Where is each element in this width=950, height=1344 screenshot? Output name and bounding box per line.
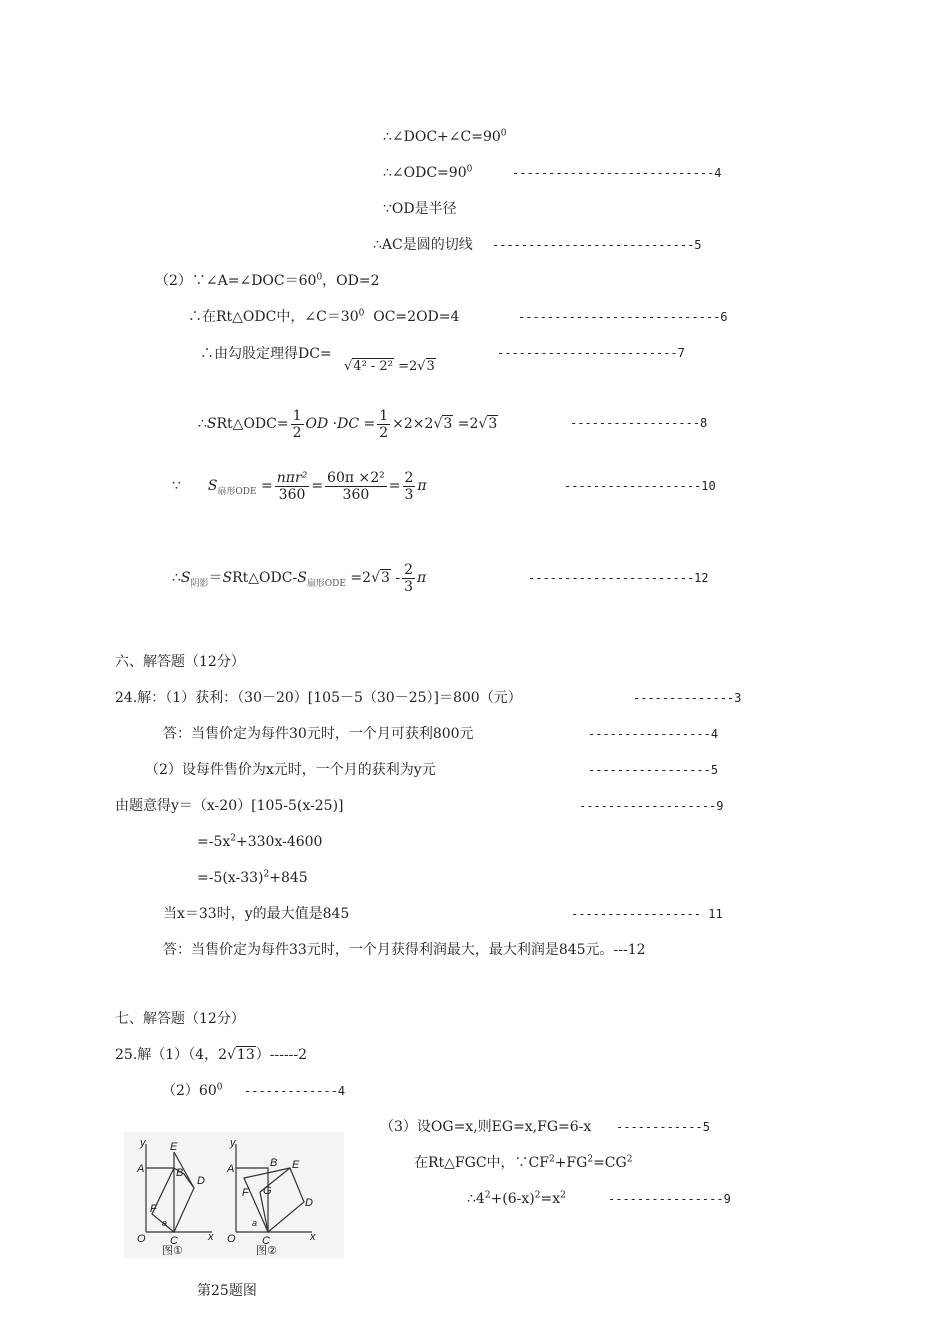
fig1-label-o: O — [137, 1233, 146, 1245]
fig1-caption: 图① — [162, 1244, 183, 1257]
q25-mark-4: -------------4 — [244, 1084, 346, 1098]
q24-line-7: 当x＝33时，y的最大值是845 — [163, 906, 350, 922]
q25-mark-5: ------------5 — [616, 1120, 710, 1134]
q25-line-1: 25.解（1）（4，2√13）------2 — [115, 1047, 308, 1063]
fig2-label-a-angle: a — [252, 1218, 258, 1228]
section-6-heading: 六、解答题（12分） — [115, 654, 245, 670]
q25-line-2: $(2)60^0$ — [162, 1082, 223, 1099]
fig2-label-a: A — [227, 1163, 235, 1175]
proof-line-3: ∵OD是半径 — [383, 201, 457, 217]
fig1-label-x: x — [208, 1231, 214, 1243]
score-mark-10: -------------------10 — [564, 479, 716, 493]
q24-line-2: 答：当售价定为每件30元时，一个月可获利800元 — [163, 726, 474, 742]
fig1-label-c: C — [170, 1235, 178, 1247]
fig1-label-b: B — [176, 1167, 184, 1179]
section-7-heading: 七、解答题（12分） — [115, 1011, 245, 1027]
proof-line-2: $\therefore\angle ODC=90^0$ — [383, 164, 473, 181]
q24-mark-4: -----------------4 — [588, 727, 719, 741]
fig1-label-f: F — [150, 1203, 157, 1215]
q25-line-5: $\therefore 4^2+(6-x)^2=x^2$ — [467, 1190, 566, 1207]
fig2-label-c: C — [262, 1235, 270, 1247]
q25-line-4: 在Rt△FGC中，$\because CF^2+FG^2=CG^2$ — [414, 1154, 633, 1171]
q24-mark-9: -------------------9 — [579, 799, 724, 813]
part2-line-1: ∴在Rt△ODC中，$\angle C=30^0$ OC=2OD=4 — [188, 308, 460, 325]
proof-line-1: $\therefore\angle DOC+\angle C=90^0$ — [383, 128, 507, 145]
score-mark-4: ----------------------------4 — [512, 166, 722, 180]
score-mark-12: -----------------------12 — [528, 571, 709, 585]
score-mark-5: ----------------------------5 — [492, 238, 702, 252]
fig1-label-d: D — [197, 1175, 205, 1187]
fig2-label-d: D — [305, 1197, 313, 1209]
q24-mark-11: ------------------ 11 — [571, 907, 723, 921]
area-triangle-line: ∴SRt△ODC= $\frac{1}{2}$ OD ·DC = $\frac{1}{2}$ ×2×2√3 =2√3 — [198, 407, 498, 441]
score-mark-7: -------------------------7 — [497, 346, 685, 360]
fig2-caption: 图② — [256, 1244, 277, 1257]
figure-caption: 第25题图 — [197, 1283, 257, 1299]
q24-mark-5: -----------------5 — [588, 763, 719, 777]
fig2-label-b: B — [270, 1157, 278, 1169]
score-mark-8: ------------------8 — [570, 416, 708, 430]
fig1-label-a-angle: a — [162, 1218, 168, 1228]
fig2-label-f: F — [242, 1187, 249, 1199]
q24-line-8: 答：当售价定为每件33元时，一个月获得利润最大，最大利润是845元。---12 — [163, 942, 646, 958]
shaded-area-line: $\therefore S_{阴影}=SRt\triangle ODC-S_{扇形ODE} =2√3$ - $\frac{2}{3}$ π — [172, 561, 427, 595]
fig1-label-y: y — [140, 1137, 146, 1149]
q24-line-6: $=-5(x-33)^2+845$ — [197, 869, 308, 886]
q24-line-1: 24.解：（1）获利：（30－20）[105－5（30－25）]＝800（元） — [115, 690, 522, 706]
fig2-label-e: E — [292, 1159, 300, 1171]
fig2-label-g: G — [263, 1185, 272, 1197]
figure-25 — [124, 1132, 344, 1258]
pythagoras-expr: √4² - 2² =2√3 — [344, 359, 435, 374]
q25-mark-9: ----------------9 — [608, 1192, 731, 1206]
q25-line-3: （3）设OG=x,则EG=x,FG=6-x — [380, 1119, 592, 1135]
part2-line-2: ∴由勾股定理得DC= — [200, 346, 332, 362]
q24-line-4: 由题意得y＝（x-20）[105-5(x-25)] — [115, 798, 344, 814]
fig2-label-y: y — [230, 1137, 236, 1149]
proof-line-4: ∴AC是圆的切线 — [373, 237, 473, 253]
q24-line-3: （2）设每件售价为x元时，一个月的获利为y元 — [145, 762, 436, 778]
fig2-label-x: x — [310, 1231, 316, 1243]
score-mark-6: ----------------------------6 — [518, 310, 728, 324]
fig1-label-a: A — [137, 1163, 145, 1175]
fig1-label-e: E — [170, 1141, 178, 1153]
q24-line-5: $=-5x^2+330x-4600$ — [197, 833, 323, 850]
part2-head: $(2)\because\angle A=\angle DOC=60^0$，OD=2 — [155, 272, 380, 289]
q24-mark-3: --------------3 — [633, 691, 742, 705]
fig2-label-o: O — [227, 1233, 236, 1245]
sector-area-line: ∵ $S_{扇形ODE}$ = $\frac{\text{nπr²}}{360}$ = $\frac{\text{60π ×2²}}{360}$ = $\frac{2}{3}$ π — [172, 469, 427, 503]
